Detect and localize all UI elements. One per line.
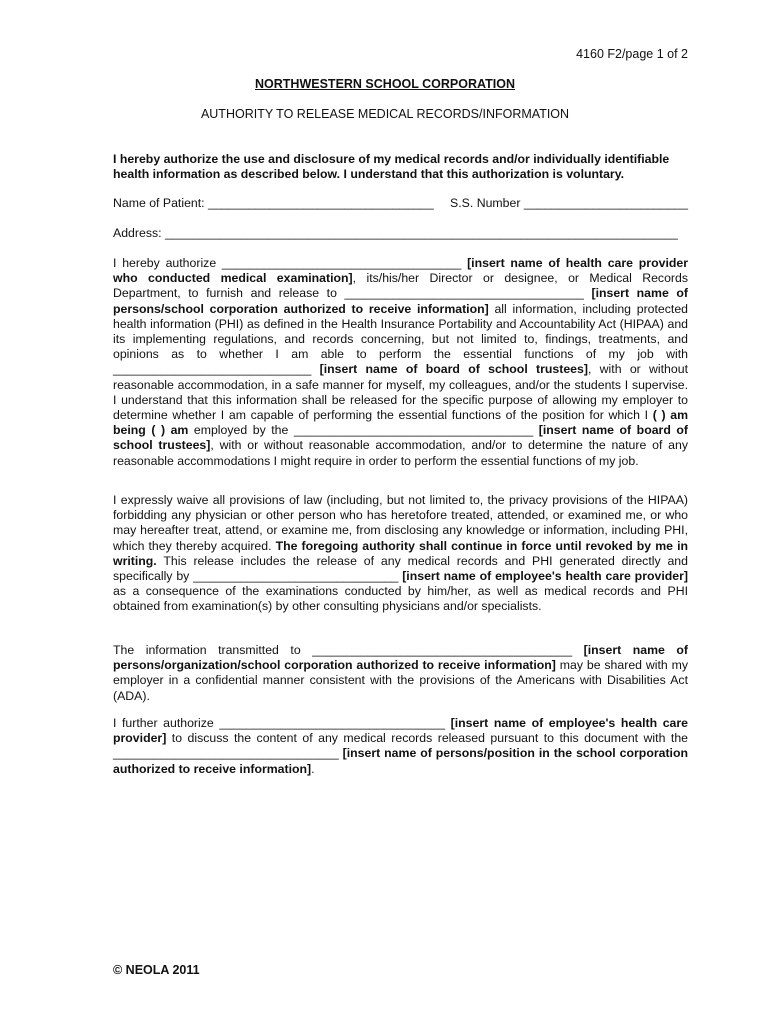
address-field[interactable]: Address: ___________________________________________________________________________ xyxy=(113,226,678,240)
waive-revocation-statement: The foregoing authority shall continue in force until revoked by me in writing. xyxy=(113,538,688,568)
auth-text-5: employed by the ___________________________________ xyxy=(188,423,539,438)
waive-provider-placeholder: [insert name of employee's health care provider] xyxy=(402,569,688,584)
employment-status-checkboxes[interactable]: ( ) am being ( ) am xyxy=(113,408,689,438)
further-recipient-placeholder: [insert name of persons/position in the school corporation authorized to receive information] xyxy=(113,746,688,776)
information-sharing-paragraph xyxy=(113,643,688,704)
auth-text-1: I hereby authorize ___________________________________ xyxy=(113,256,468,270)
info-recipient-placeholder: [insert name of persons/organization/school corporation authorized to receive information] xyxy=(113,643,688,673)
form-title: AUTHORITY TO RELEASE MEDICAL RECORDS/INFORMATION xyxy=(200,107,570,121)
ssn-field[interactable]: S.S. Number ________________________ xyxy=(450,196,688,210)
auth-board-placeholder: [insert name of board of school trustees] xyxy=(319,362,588,377)
copyright-footer: © NEOLA 2011 xyxy=(113,963,200,977)
auth-text-4: , with or without reasonable accommodation, in a safe manner for myself, my colleagues, and/or the students I supervise. I understand that this information shall be released for the specific purpose of allowing my employer to determine whether I am capable of performing the essential functions of the position for which I xyxy=(113,362,688,423)
info-text-2: may be shared with my employer in a confidential manner consistent with the provisions of the Americans with Disabilities Act (ADA). xyxy=(113,658,688,703)
further-text-2: to discuss the content of any medical records released pursuant to this document with the _________________________________ xyxy=(113,731,688,761)
intro-statement: I hereby authorize the use and disclosure of my medical records and/or individually identifiable health information as described below. I understand that this authorization is voluntary. xyxy=(113,152,670,182)
auth-text-2: , its/his/her Director or designee, or Medical Records Department, to furnish and release to ___________________________________ xyxy=(113,271,689,301)
auth-recipient-placeholder: [insert name of persons/school corporation authorized to receive information] xyxy=(113,286,688,316)
page-reference: 4160 F2/page 1 of 2 xyxy=(576,47,688,61)
auth-text-3: all information, including protected health information (PHI) as defined in the Health Insurance Portability and Accountability Act (HIPAA) and its implementing regulations, and records concerning, but not limited to, findings, treatments, and opinions as to whether I am able to perform the essential functions of my job with _____________________________ xyxy=(113,301,688,377)
waive-text-3: as a consequence of the examinations conducted by him/her, as well as medical records and PHI obtained from examination(s) by other consulting physicians and/or specialists. xyxy=(113,584,688,614)
patient-name-field[interactable]: Name of Patient: _________________________________ xyxy=(113,196,434,210)
auth-board-placeholder-2: [insert name of board of school trustees] xyxy=(113,423,688,453)
organization-title: NORTHWESTERN SCHOOL CORPORATION xyxy=(255,77,515,91)
waiver-paragraph xyxy=(113,493,688,615)
further-text-1: I further authorize _________________________________ xyxy=(113,716,451,730)
auth-text-6: , with or without reasonable accommodation, and/or to determine the nature of any reasonable accommodations I might require in order to perform the essential functions of my job. xyxy=(113,438,688,468)
waive-text-1: I expressly waive all provisions of law (including, but not limited to, the privacy provisions of the HIPAA) forbidding any physician or other person who has heretofore treated, attended, or examined me, or who may hereafter treat, attend, or examine me, from disclosing any knowledge or information, including PHI, which they thereby acquired. xyxy=(113,493,688,553)
auth-provider-placeholder: [insert name of health care provider who conducted medical examination] xyxy=(113,256,688,286)
patient-info-row xyxy=(113,196,688,211)
further-text-3: . xyxy=(311,761,315,776)
authorization-paragraph xyxy=(113,256,688,469)
info-text-1: The information transmitted to ______________________________________ xyxy=(113,643,584,657)
waive-text-2: This release includes the release of any medical records and PHI generated directly and specifically by ______________________________ xyxy=(113,553,688,584)
further-provider-placeholder: [insert name of employee's health care provider] xyxy=(113,716,688,746)
further-authorization-paragraph xyxy=(113,716,688,777)
